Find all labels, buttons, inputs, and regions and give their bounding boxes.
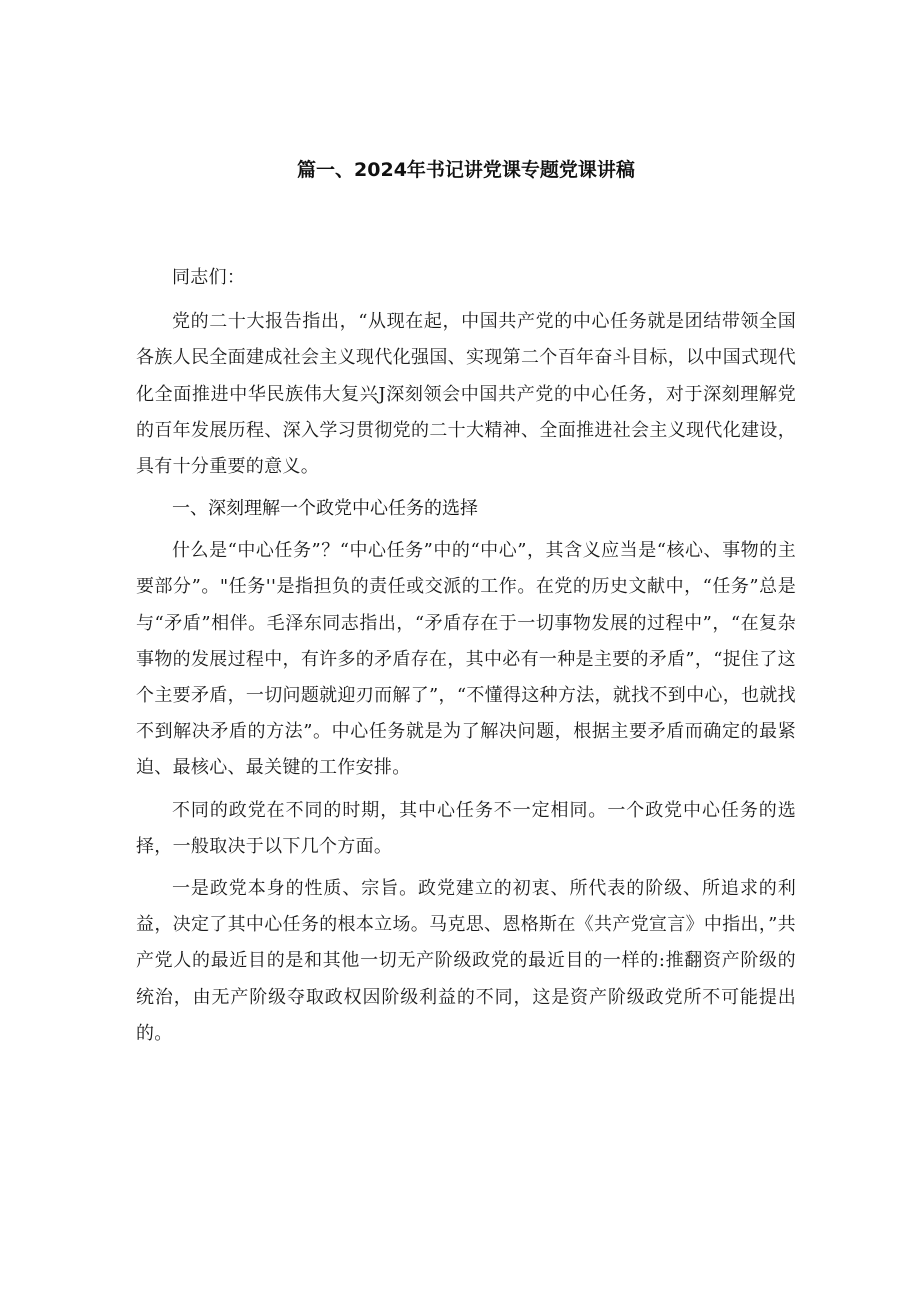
section-heading: 一、深刻理解一个政党中心任务的选择	[172, 498, 478, 520]
document-page	[136, 150, 796, 1058]
document-title: 篇一、2024年书记讲党课专题党课讲稿	[297, 159, 635, 181]
intro-paragraph: 党的二十大报告指出，“从现在起，中国共产党的中心任务就是团结带领全国各族人民全面建成社会主义现代化强国、实现第二个百年奋斗目标，以中国式现代化全面推进中华民族伟大复兴J深刻领会中国共产党的中心任务，对于深刻理解党的百年发展历程、深入学习贯彻党的二十大精神、全面推进社会主义现代化建设，具有十分重要的意义。	[136, 311, 796, 478]
body-paragraph: 什么是“中心任务”？“中心任务”中的“中心”，其含义应当是“核心、事物的主要部分”。"任务''是指担负的责任或交派的工作。在党的历史文献中，“任务”总是与“矛盾”相伴。毛泽东同志指出，“矛盾存在于一切事物发展的过程中”，“在复杂事物的发展过程中，有许多的矛盾存在，其中必有一种是主要的矛盾”，“捉住了这个主要矛盾，一切问题就迎刃而解了”，“不懂得这种方法，就找不到中心，也就找不到解决矛盾的方法”。中心任务就是为了解决问题，根据主要矛盾而确定的最紧迫、最核心、最关键的工作安排。	[136, 540, 796, 779]
greeting: 同志们：	[172, 267, 246, 288]
body-paragraph: 一是政党本身的性质、宗旨。政党建立的初衷、所代表的阶级、所追求的利益，决定了其中心任务的根本立场。马克思、恩格斯在《共产党宣言》中指出，”共产党人的最近目的是和其他一切无产阶级政党的最近目的一样的:推翻资产阶级的统治，由无产阶级夺取政权因阶级利益的不同，这是资产阶级政党所不可能提出的。	[136, 878, 796, 1044]
body-paragraph: 不同的政党在不同的时期，其中心任务不一定相同。一个政党中心任务的选择，一般取决于以下几个方面。	[136, 799, 796, 857]
